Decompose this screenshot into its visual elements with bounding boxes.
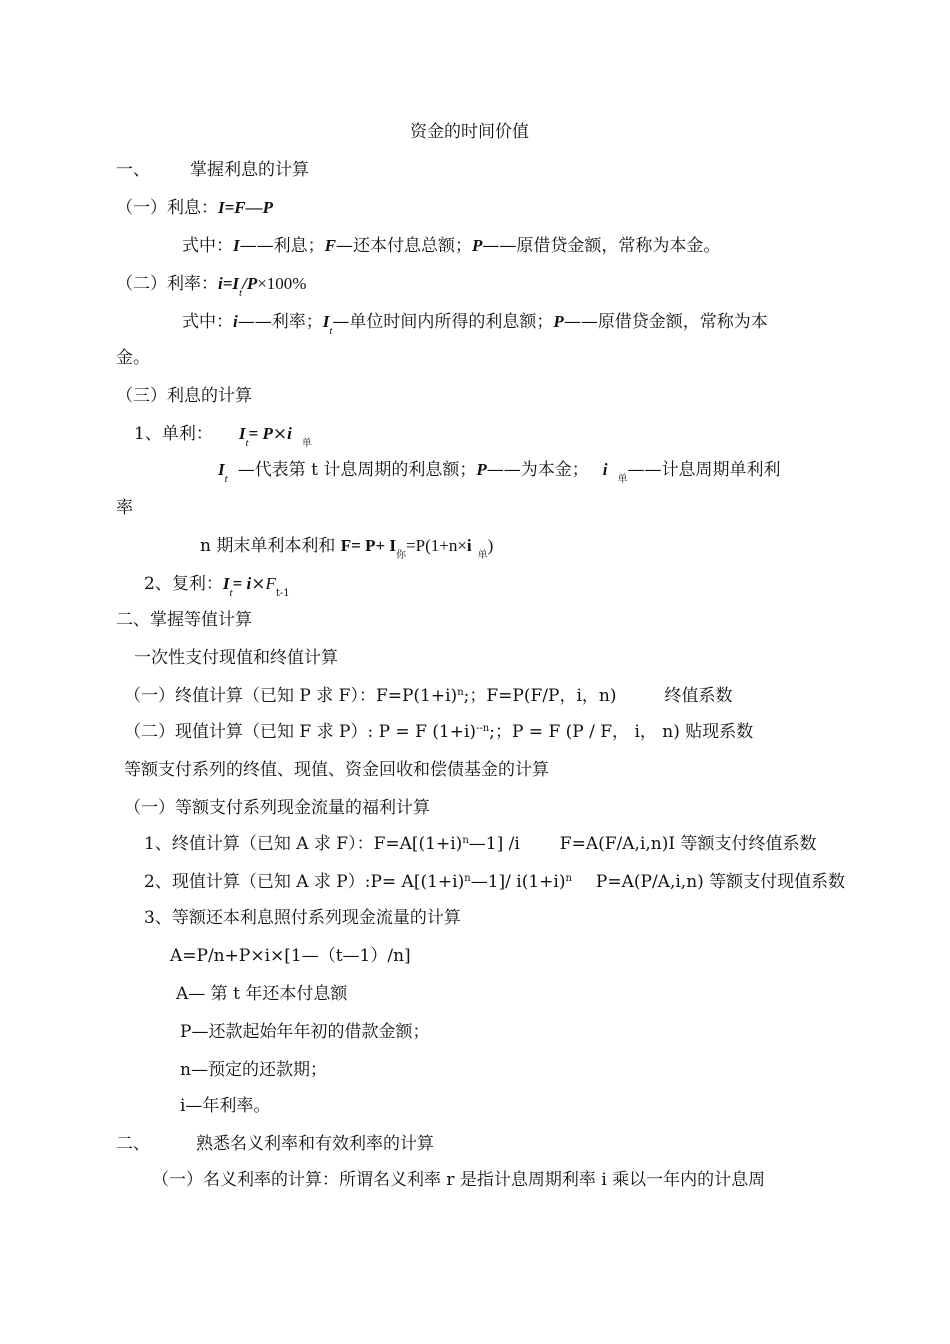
series-future-value-line: 1、终值计算（已知 A 求 F）：$F=A[(1+i)^n—1]$ /i F=A(F/A,i,n)I 等额支付终值系数: [144, 834, 817, 854]
page-title: 资金的时间价值: [410, 122, 529, 142]
section-number: 一、: [116, 160, 150, 180]
series-heading: 等额支付系列的终值、现值、资金回收和偿债基金的计算: [124, 760, 549, 780]
definition-n: n—预定的还款期；: [180, 1060, 327, 1080]
section-2-heading: 二、掌握等值计算: [116, 610, 252, 630]
definition-A: A— 第 t 年还本付息额: [176, 984, 348, 1004]
interest-line: （一）利息：I=F—P: [116, 198, 274, 218]
formula-A: A=P/n+P×i×[1—（t—1）/n]: [170, 946, 411, 966]
section-number: 二、: [116, 1134, 150, 1154]
series-subheading: （一）等额支付系列现金流量的福利计算: [124, 798, 430, 818]
section-title: 熟悉名义利率和有效利率的计算: [196, 1134, 434, 1154]
simple-interest-definition-cont: 率: [116, 498, 133, 518]
once-heading: 一次性支付现值和终值计算: [134, 648, 338, 668]
interest-formula: I=F—P: [218, 198, 274, 217]
simple-interest-definition: $I_t$ —代表第 t 计息周期的利息额；P——为本金； $i_单——$计息周期单利利: [218, 460, 781, 485]
definition-P: P—还款起始年年初的借款金额；: [180, 1022, 430, 1042]
rate-line: （二）利率：$i=I_t/P\times 100\%$: [116, 274, 307, 299]
rate-definition: 式中：i——利率；$I_t—$单位时间内所得的利息额；P——原借贷金额，常称为本: [182, 312, 768, 337]
present-value-line: （二）现值计算（已知 F 求 P）: P = F $(1+i)^{--n}$;；P = F (P / F， i， n) 贴现系数: [124, 722, 754, 742]
section-3-heading: [116, 1132, 434, 1156]
series-item-3: 3、等额还本利息照付系列现金流量的计算: [144, 908, 461, 928]
interest-definition: 式中：I——利息；F—还本付息总额；P——原借贷金额，常称为本金。: [182, 236, 721, 256]
future-value-line: （一）终值计算（已知 P 求 F）：$F=P(1+i)^n$;；F=P(F/P，i，n) 终值系数: [124, 686, 733, 706]
definition-i: i—年利率。: [180, 1096, 271, 1116]
compound-interest-line: 2、复利：$I_t= i\times F_{t-1}$: [144, 574, 290, 599]
section-title: 掌握利息的计算: [190, 160, 309, 180]
simple-interest-line: 1、单利： $I_t= P\times i_单$: [134, 424, 312, 449]
series-present-value-line: 2、现值计算（已知 A 求 P）:P= $A[(1+i)^n—1]/$ $i(1+i)^n$ P=A(P/A,i,n) 等额支付现值系数: [144, 872, 846, 892]
nominal-rate-line: （一）名义利率的计算：所谓名义利率 r 是指计息周期利率 i 乘以一年内的计息周: [152, 1170, 766, 1190]
simple-sum-line: n 期末单利本利和 $F= P+ I_你=P(1+n\times i_单)$: [200, 536, 494, 561]
section-1-heading: [116, 158, 309, 182]
calc-heading: （三）利息的计算: [116, 386, 252, 406]
rate-definition-cont: 金。: [116, 348, 150, 368]
